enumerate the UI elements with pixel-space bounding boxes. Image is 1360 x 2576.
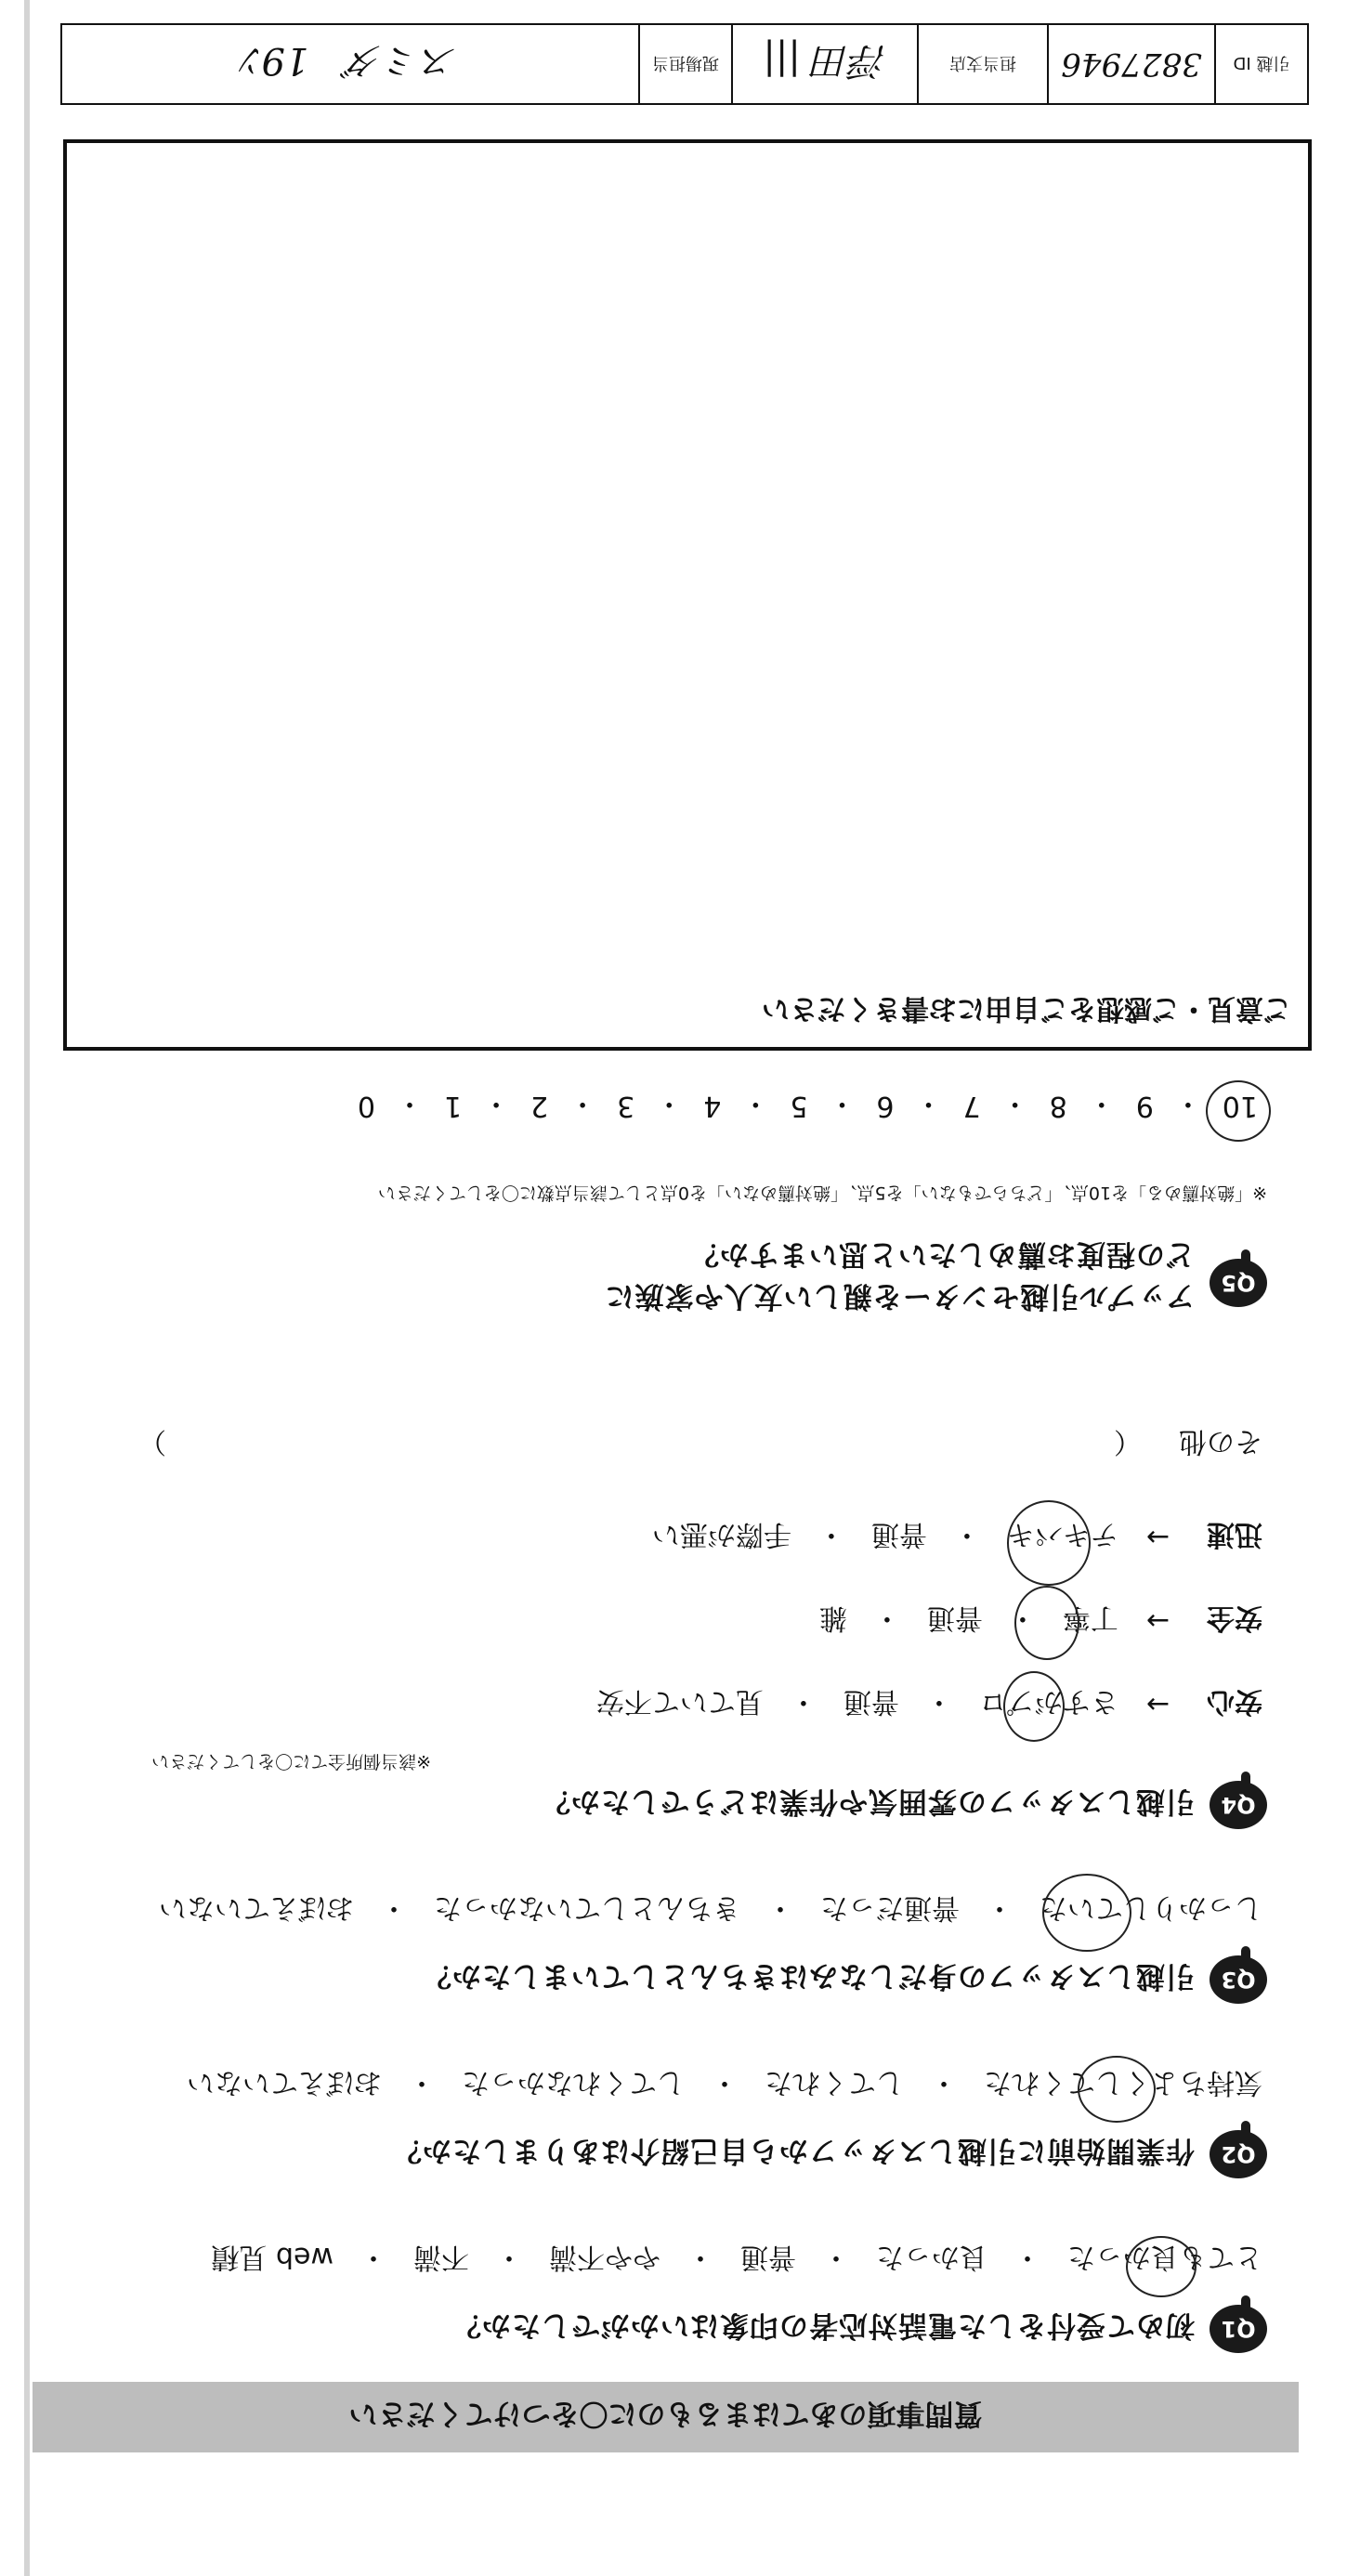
q3-text: 引越しスタッフの身だしなみはきちんとしていましたか？ [422, 1959, 1195, 1994]
q4-sub-option[interactable]: テキパキ [1006, 1518, 1118, 1550]
q4-note: ※該当個所全てに〇をしてください [151, 1751, 431, 1772]
q1-text: 初めて受付をした電話対応者の印象はいかがでしたか？ [451, 2308, 1195, 2343]
q5-note: ※「絶対薦める」を10点、「どちらでもない」を5点、「絶対薦めない」を0点として該当点数に〇をしてください [377, 1183, 1267, 1203]
q3-option-4[interactable]: おぼえていない [159, 1891, 354, 1924]
scale-5[interactable]: 5 [790, 1090, 808, 1123]
scale-4[interactable]: 4 [703, 1090, 722, 1123]
q4-anshin-selection-circle [1003, 1671, 1065, 1742]
q4-jinsoku-selection-circle [1007, 1500, 1091, 1586]
scale-8[interactable]: 8 [1049, 1090, 1067, 1123]
q3-option-3[interactable]: きちんとしていなかった [434, 1891, 740, 1924]
q2-option-4[interactable]: おぼえていない [187, 2066, 382, 2099]
instruction-banner: 質問事項のあてはまるものに〇をつけてください [33, 2382, 1299, 2452]
scale-9[interactable]: 9 [1135, 1090, 1154, 1123]
q4-sub-option[interactable]: 雑 [818, 1602, 847, 1634]
q2-option-3[interactable]: してくれなかった [462, 2066, 685, 2099]
q5-text-line2: どの程度お薦めしたいと思いますか？ [689, 1237, 1195, 1271]
q4-sub-option[interactable]: 見ていて不安 [595, 1685, 764, 1718]
q4-sub-label: 迅速 [1207, 1518, 1262, 1550]
scale-7[interactable]: 7 [962, 1090, 981, 1123]
footer-label-id: 引越 ID [1214, 25, 1307, 103]
q2-selection-circle [1078, 2056, 1156, 2123]
q4-text: 引越しスタッフの雰囲気や作業はどうでしたか？ [541, 1785, 1195, 1819]
q4-sub-label: 安全 [1207, 1602, 1262, 1634]
q4-sub-option[interactable]: 普通 [926, 1602, 983, 1634]
q2-text: 作業開始前に引越しスタッフから自己紹介はありましたか？ [392, 2134, 1195, 2168]
comment-box[interactable] [63, 139, 1312, 1051]
q4-other-open: （ [1114, 1425, 1142, 1458]
q2-option-2[interactable]: してくれた [765, 2066, 904, 2099]
q5-selection-circle [1206, 1080, 1271, 1142]
footer-value-staff: スミダ 19ﾝ [242, 39, 458, 83]
q4-sub-anshin: 安心 → さすがプロ ・ 普通 ・ 見ていて不安 [596, 1684, 1262, 1725]
scale-10[interactable]: 10 [1222, 1090, 1258, 1123]
q4-other-close: ） [138, 1425, 166, 1458]
q5-row [605, 1236, 1267, 1320]
footer-value-branch: 浮田 ||| [731, 25, 917, 103]
q4-sub-option[interactable]: 普通 [870, 1518, 927, 1550]
q4-anzen-selection-circle [1014, 1586, 1079, 1660]
q4-sub-jinsoku: 迅速 → テキパキ ・ 普通 ・ 手際が悪い [652, 1517, 1262, 1558]
q5-badge: Q5 [1210, 1259, 1267, 1307]
q4-sub-option[interactable]: 手際が悪い [651, 1518, 791, 1550]
q1-option-5[interactable]: 不満 [413, 2241, 469, 2273]
footer-label-branch: 担当支店 [917, 25, 1047, 103]
q3-row [422, 1955, 1267, 2004]
q3-option-1[interactable]: しっかりしていた [1040, 1891, 1262, 1924]
q2-option-1[interactable]: 気持ちよくしてくれた [984, 2066, 1262, 2099]
comment-title: ご意見・ご感想をご自由にお書きください [762, 992, 1291, 1025]
scale-1[interactable]: 1 [443, 1090, 463, 1123]
arrow-icon: → [1145, 1521, 1170, 1554]
scale-6[interactable]: 6 [876, 1090, 895, 1123]
scale-3[interactable]: 3 [617, 1090, 635, 1123]
q1-option-4[interactable]: やや不満 [549, 2241, 660, 2273]
q4-sub-anzen: 安全 → 丁寧 ・ 普通 ・ 雑 [819, 1601, 1262, 1641]
q3-selection-circle [1042, 1874, 1131, 1952]
q2-row [392, 2130, 1267, 2178]
q1-option-6[interactable]: web 見積 [211, 2241, 333, 2273]
footer-label-staff: 現場担当 [638, 25, 731, 103]
q4-other-label: その他 [1179, 1425, 1262, 1458]
q5-text-line1: アップル引越センターを親しい友人や家族に [604, 1279, 1195, 1313]
q1-options: とても良かった ・ 良かった ・ 普通 ・ やや不満 ・ 不満 ・ web 見積 [211, 2240, 1262, 2281]
q1-row [451, 2305, 1267, 2353]
q4-row [541, 1781, 1267, 1829]
arrow-icon: → [1145, 1604, 1170, 1638]
q4-sub-option[interactable]: さすがプロ [978, 1685, 1118, 1718]
q1-option-3[interactable]: 普通 [740, 2241, 796, 2273]
footer-table [60, 23, 1309, 105]
q4-other [138, 1424, 1262, 1465]
q1-selection-circle [1126, 2236, 1197, 2297]
q2-badge: Q2 [1210, 2130, 1267, 2178]
q1-option-1[interactable]: とても良かった [1067, 2241, 1262, 2273]
scale-0[interactable]: 0 [357, 1090, 375, 1123]
q3-badge: Q3 [1210, 1955, 1267, 2004]
q4-sub-option[interactable]: 丁寧 [1062, 1602, 1118, 1634]
footer-value-id: 3827946 [1047, 25, 1214, 103]
q3-option-2[interactable]: 普通だった [820, 1891, 960, 1924]
q2-options: 気持ちよくしてくれた ・ してくれた ・ してくれなかった ・ おぼえていない [187, 2065, 1262, 2106]
q4-sub-label: 安心 [1207, 1685, 1262, 1718]
q3-options: しっかりしていた ・ 普通だった ・ きちんとしていなかった ・ おぼえていない [159, 1890, 1262, 1931]
scale-2[interactable]: 2 [530, 1090, 549, 1123]
edge-bar [24, 0, 30, 2576]
q1-badge: Q1 [1210, 2305, 1267, 2353]
q1-option-2[interactable]: 良かった [876, 2241, 987, 2273]
q4-sub-option[interactable]: 普通 [843, 1685, 899, 1718]
q5-scale: 10 ・ 9 ・ 8 ・ 7 ・ 6 ・ 5 ・ 4 ・ 3 ・ 2 ・ 1 ・ 0 [357, 1087, 1258, 1123]
q4-badge: Q4 [1210, 1781, 1267, 1829]
arrow-icon: → [1145, 1688, 1170, 1721]
q5-text [605, 1236, 1195, 1320]
